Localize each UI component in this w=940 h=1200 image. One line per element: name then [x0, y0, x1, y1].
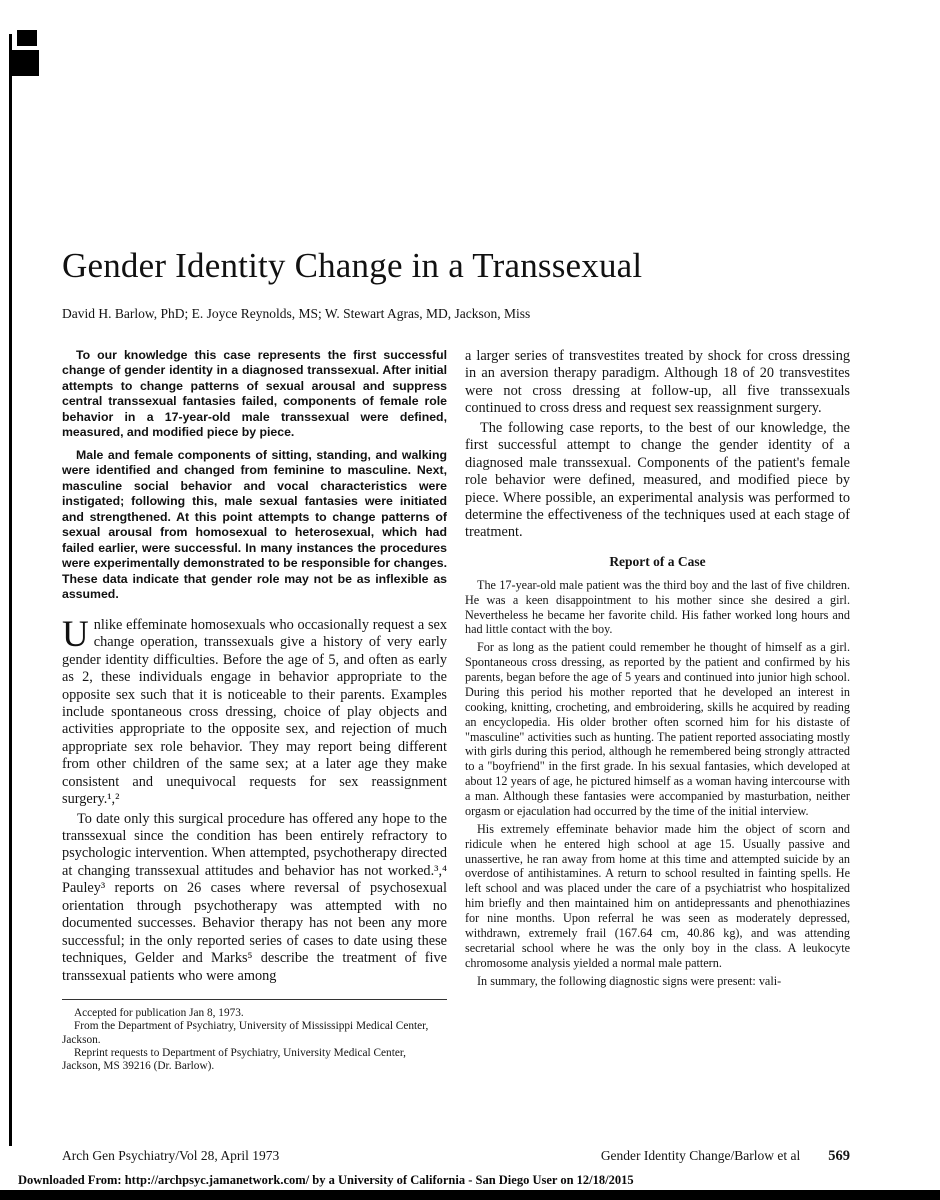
- footnote: Reprint requests to Department of Psychiatry, University Medical Center, Jackson, MS 39216 (Dr. Barlow).: [62, 1046, 406, 1073]
- download-stamp: Downloaded From: http://archpsyc.jamanetwork.com/ by a University of California - San Diego User on 12/18/2015: [18, 1173, 634, 1187]
- page-title: Gender Identity Change in a Transsexual: [62, 246, 643, 285]
- footnote: From the Department of Psychiatry, University of Mississippi Medical Center, Jackson.: [62, 1020, 429, 1046]
- scan-artifact-mark: [17, 30, 37, 46]
- section-heading-report-of-a-case: Report of a Case: [609, 553, 706, 569]
- left-column: [62, 348, 447, 1074]
- abstract: [62, 348, 447, 603]
- intro-paragraph: To date only this surgical procedure has offered any hope to the transsexual since the condition has been entirely refractory to psychologic intervention. When attempted, psychotherapy directed at changing transsexual attitudes and behavior has not worked.³,⁴ Pauley³ reports on 26 cases where reversal of psychosexual orientation through psychotherapy was attempted with no documented successes. Behavior therapy has not been any more successful; in the only reported series of cases to date using these techniques, Gelder and Marks⁵ describe the treatment of five transsexual patients who were among: [62, 810, 447, 984]
- scan-artifact-mark: [12, 50, 39, 76]
- two-column-layout: [62, 348, 850, 1074]
- abstract-paragraph: To our knowledge this case represents the first successful change of gender identity in a diagnosed transsexual. After initial attempts to change patterns of sexual arousal and suppress central transsexual fantasies failed, components of female role behavior in a 17-year-old male transsexual were defined, measured, and modified piece by piece.: [62, 348, 447, 440]
- scan-artifact-vertical-line: [9, 34, 12, 1146]
- footer-running-head: Gender Identity Change/Barlow et al: [600, 1148, 801, 1163]
- case-paragraph: His extremely effeminate behavior made him the object of scorn and ridicule when he entered high school at age 15. Usually passive and unassertive, he ran away from home at this time and attempted suicide by an overdose of antihistamines. A return to school resulted in fainting spells. He left school and was placed under the care of a psychiatrist who hospitalized him briefly and then maintained him on antidepressants and phenothiazines for nine months. Upon referral he was seen as moderately depressed, withdrawn, extremely frail (167.64 cm, 40.86 kg), and was attending secretarial school where he was the only boy in the class. A leukocyte chromosome analysis yielded a normal male pattern.: [465, 821, 850, 970]
- byline: David H. Barlow, PhD; E. Joyce Reynolds, MS; W. Stewart Agras, MD, Jackson, Miss: [62, 306, 531, 321]
- intro-paragraph-text: nlike effeminate homosexuals who occasionally request a sex change operation, transsexuals give a history of very early gender identity difficulties. Before the age of 5, and often as early as 2, these individuals engage in behavior appropriate to the opposite sex such that it is noticeable to their parents. Examples include spontaneous cross dressing, choice of play objects and activities appropriate to the opposite sex, and rejection of much appropriate sex role behavior. They may report being different from other children of the same sex; at a later age they make consistent and unequivocal requests for sex reassignment surgery.¹,²: [62, 616, 447, 808]
- right-column: [465, 348, 850, 1074]
- case-paragraph: The 17-year-old male patient was the third boy and the last of five children. He was a keen disappointment to his mother since she desired a girl. Nevertheless he became her favorite child. His father worked long hours and had little contact with the boy.: [465, 577, 850, 637]
- footnote-block: [62, 999, 447, 1074]
- abstract-paragraph: Male and female components of sitting, standing, and walking were identified and changed from feminine to masculine. Next, masculine social behavior and vocal characteristics were instigated; following this, male sexual fantasies were initiated and strengthened. At this point attempts to change patterns of sexual arousal from homosexual to heterosexual, which had failed earlier, were successful. In many instances the procedures were experimentally demonstrated to be responsible for changes. These data indicate that gender role may not be as inflexible as assumed.: [62, 447, 447, 602]
- footer-page-number: 569: [828, 1148, 850, 1164]
- page-footer: [62, 1148, 850, 1165]
- body-paragraph: The following case reports, to the best of our knowledge, the first successful attempt to change the gender identity of a diagnosed male transsexual. Components of the patient's female role behavior were defined, measured, and modified piece by piece. Where possible, an experimental analysis was performed to determine the effectiveness of the techniques used at each stage of treatment.: [465, 419, 850, 541]
- case-paragraph: In summary, the following diagnostic signs were present: vali-: [477, 973, 782, 988]
- intro-paragraph: [62, 613, 447, 809]
- footer-journal-citation: Arch Gen Psychiatry/Vol 28, April 1973: [62, 1148, 280, 1163]
- footnote: Accepted for publication Jan 8, 1973.: [74, 1006, 244, 1019]
- case-paragraph: For as long as the patient could remember he thought of himself as a girl. Spontaneous cross dressing, as reported by the patient and confirmed by his parents, began before the age of 5 years and continued into junior high school. During this period his mother reported that he developed an interest in cooking, knitting, crocheting, and embroidering, skills he acquired by reading an encyclopedia. His older brother often scorned him for his distaste of "masculine" activities such as hunting. The patient reported associating mostly with girls during this period, although he remembered being strongly attracted to a "boyfriend" in the first grade. In his sexual fantasies, which developed at about 12 years of age, he pictured himself as a woman having intercourse with a man. Although these fantasies were accompanied by masturbation, neither orgasm or ejaculation had occurred by the time of the initial interview.: [465, 640, 850, 818]
- footer-right: [601, 1148, 850, 1165]
- article-content: [62, 246, 850, 1074]
- scan-artifact-bottom-bar: [0, 1190, 940, 1200]
- drop-cap: U: [62, 613, 89, 655]
- body-paragraph: a larger series of transvestites treated by shock for cross dressing in an aversion therapy paradigm. Although 18 of 20 transvestites were not cross dressing at follow-up, all five transsexuals continued to cross dress and request sex reassignment surgery.: [465, 348, 850, 417]
